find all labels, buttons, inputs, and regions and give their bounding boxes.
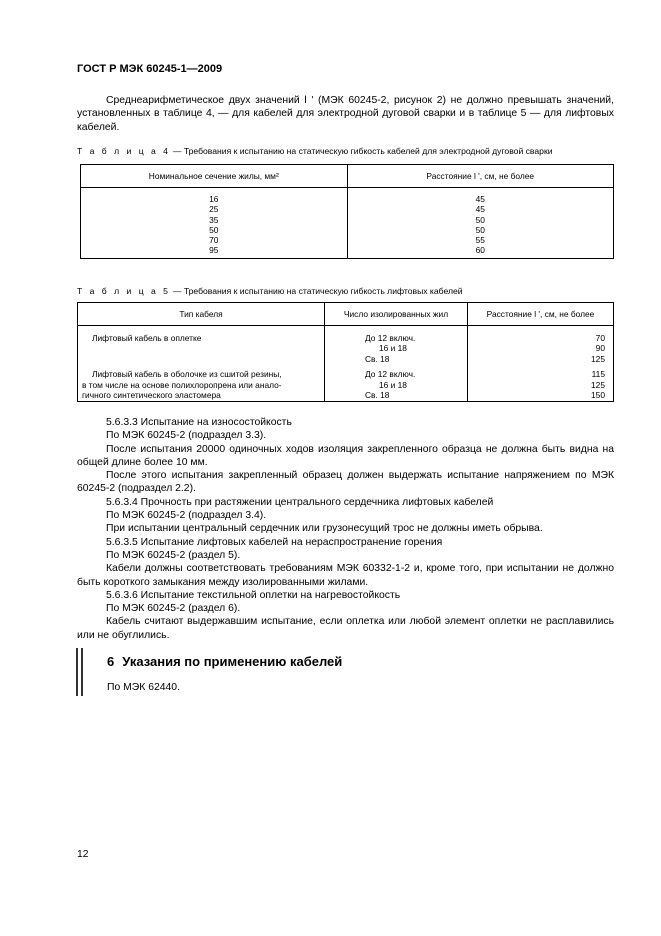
table4-header-section: Номинальное сечение жилы, мм² [81,165,348,188]
table-row [78,366,614,402]
table4-header-distance: Расстояние l ', см, не более [347,165,614,188]
change-bar-left [76,648,78,696]
table5-row2-type-line1: Лифтовый кабель в оболочке из сшитой резины, [92,369,282,380]
table5-row2-dist-2: 125 [591,379,605,390]
body-paragraph: По МЭК 60245-2 (раздел 5). [106,549,241,561]
table5-row1-dist-2: 90 [595,343,605,354]
clause-heading: 5.6.3.4 Прочность при растяжении центрального сердечника лифтовых кабелей [106,496,494,508]
body-paragraph: По МЭК 60245-2 (раздел 6). [106,603,241,615]
clause-heading: 5.6.3.5 Испытание лифтовых кабелей на нераспространение горения [106,536,443,548]
table5-row2-cores [325,366,468,402]
clause-heading: 5.6.3.3 Испытание на износостойкость [106,417,292,428]
body-paragraph: После этого испытания закрепленный образец должен выдержать испытание напряжением по МЭК 60245-2 (подраздел 2.2). [77,470,614,495]
table5-row1-dist-1: 70 [595,333,605,343]
body-paragraph: По МЭК 60245-2 (подраздел 3.4). [106,510,267,522]
table5-row1-type-line1: Лифтовый кабель в оплетке [92,333,202,343]
table5-row2-type [78,366,325,402]
table5-row2-type-line3: гичного синтетического эластомера [82,390,221,401]
table5-row1-dist-3: 125 [591,353,605,364]
table5-label: Т а б л и ц а 5 [77,286,171,296]
table5-row1-core-3: Св. 18 [365,353,390,364]
table5-row2-dist-3: 150 [591,390,605,401]
table5-row2-core-3: Св. 18 [365,390,390,401]
section-heading [107,654,342,669]
body-paragraph: По МЭК 60245-2 (подраздел 3.3). [106,430,267,442]
table4-sections-cell: 16 25 35 50 70 95 [81,188,348,259]
table5-row2-core-2: 16 и 18 [379,379,407,390]
table5-row1-core-1: До 12 включ. [365,333,416,343]
table5-header-distance: Расстояние l ', см, не более [468,303,614,326]
table5-row2-type-line2: в том числе на основе полихлоропрена или анало- [82,379,282,390]
section-title: Указания по применению кабелей [122,654,343,669]
intro-paragraph: Среднеарифметическое двух значений l ' (МЭК 60245-2, рисунок 2) не должно превышать значений, установленных в таблице 4, — для кабелей для электродной дуговой сварки и в таблице 5 — для лифтовых кабелей. [77,95,614,133]
body-text [77,416,614,642]
page-number: 12 [77,849,89,860]
table-row [78,326,614,367]
table5 [77,302,614,402]
document-header: ГОСТ Р МЭК 60245-1—2009 [77,63,223,75]
table5-caption [77,286,463,296]
table4-label: Т а б л и ц а 4 [77,146,171,156]
table5-row2-core-1: До 12 включ. [365,369,416,380]
body-paragraph: После испытания 20000 одиночных ходов изоляция закрепленного образца не должна быть видна на общей длине более 10 мм. [77,443,614,468]
table5-row1-distances [468,326,614,367]
change-bar-right [81,648,83,696]
body-paragraph: Кабели должны соответствовать требованиям МЭК 60332-1-2 и, кроме того, при испытании не должно быть короткого замыкания между изолированными жилами. [77,563,614,588]
table5-row2-distances [468,366,614,402]
table4-caption-text: — Требования к испытанию на статическую гибкость кабелей для электродной дуговой сварки [170,146,553,156]
table5-row2-dist-1: 115 [591,369,605,380]
clause-heading: 5.6.3.6 Испытание текстильной оплетки на нагревостойкость [106,589,401,601]
section-number: 6 [107,654,115,669]
table4-caption [77,146,553,156]
table4-distances-cell: 45 45 50 50 55 60 [347,188,614,259]
table5-caption-text: — Требования к испытанию на статическую гибкость лифтовых кабелей [170,286,463,296]
table5-header-type: Тип кабеля [78,303,325,326]
body-paragraph: Кабель считают выдержавшим испытание, если оплетка или любой элемент оплетки не расплавились или не обуглились. [77,616,614,641]
section-text: По МЭК 62440. [107,682,180,693]
table5-row1-cores [325,326,468,367]
table5-row1-type [78,326,325,367]
table4 [80,164,614,259]
table5-header-cores: Число изолированных жил [325,303,468,326]
body-paragraph: При испытании центральный сердечник или грузонесущий трос не должны иметь обрыва. [106,523,543,535]
table5-row1-core-2: 16 и 18 [379,343,407,354]
